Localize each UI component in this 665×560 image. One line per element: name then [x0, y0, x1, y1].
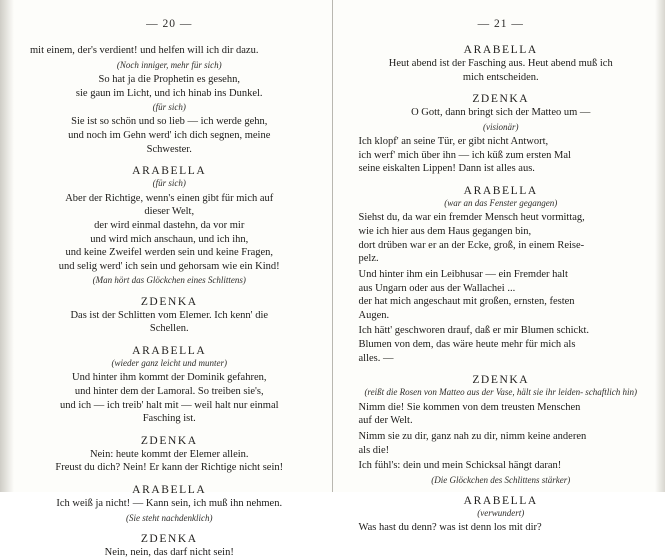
stage-direction: (Sie steht nachdenklich) — [30, 513, 309, 524]
dialogue-line: Nein: heute kommt der Elemer allein. — [30, 448, 309, 462]
dialogue-line: O Gott, dann bringt sich der Matteo um — — [359, 106, 644, 120]
dialogue-speech — [359, 268, 644, 323]
dialogue-line: Ich weiß ja nicht! — Kann sein, ich muß ihn nehmen. — [30, 497, 309, 511]
dialogue-line: Nimm sie zu dir, ganz nah zu dir, nimm keine anderen — [359, 430, 644, 444]
dialogue-line: der hat mich angeschaut mit großen, ernsten, festen — [359, 295, 644, 309]
dialogue-line: Sie ist so schön und so lieb — ich werde gehn, — [30, 115, 309, 129]
dialogue-line: Ich hätt' geschworen drauf, daß er mir Blumen schickt. — [359, 324, 644, 338]
right-page-body — [359, 44, 644, 535]
dialogue-speech — [359, 401, 644, 428]
stage-direction: (Die Glöckchen des Schlittens stärker) — [359, 475, 644, 486]
dialogue-line: Augen. — [359, 309, 644, 323]
dialogue-line: Und hinter ihm ein Leibhusar — ein Fremder halt — [359, 268, 644, 282]
dialogue-line: und wird mich anschaun, und ich ihn, — [30, 233, 309, 247]
dialogue-line: dieser Welt, — [30, 205, 309, 219]
dialogue-speech — [30, 371, 309, 426]
dialogue-line: mit einem, der's verdient! und helfen will ich dir dazu. — [30, 44, 309, 58]
stage-direction: (verwundert) — [359, 508, 644, 519]
character-name: ZDENKA — [30, 435, 309, 447]
dialogue-line: alles. — — [359, 352, 644, 366]
dialogue-speech — [359, 135, 644, 176]
stage-direction: (Noch inniger, mehr für sich) — [30, 60, 309, 71]
character-name: ZDENKA — [30, 533, 309, 545]
page-number-right: — 21 — — [359, 18, 644, 30]
character-name: ARABELLA — [359, 185, 644, 197]
dialogue-speech — [30, 115, 309, 156]
dialogue-line: pelz. — [359, 252, 644, 266]
dialogue-line: Das ist der Schlitten vom Elemer. Ich kenn' die — [30, 309, 309, 323]
dialogue-speech — [30, 448, 309, 475]
dialogue-line: seine eiskalten Lippen! Dann ist alles aus. — [359, 162, 644, 176]
dialogue-line: dort drüben war er an der Ecke, groß, in einem Reise- — [359, 239, 644, 253]
dialogue-line: auf der Welt. — [359, 414, 644, 428]
dialogue-line: Fasching ist. — [30, 412, 309, 426]
dialogue-speech — [30, 73, 309, 100]
dialogue-line: aus Ungarn oder aus der Wallachei ... — [359, 282, 644, 296]
dialogue-speech — [359, 211, 644, 266]
character-name: ARABELLA — [30, 165, 309, 177]
dialogue-line: und ich — ich treib' halt mit — weil halt nur einmal — [30, 399, 309, 413]
dialogue-speech — [30, 44, 309, 58]
dialogue-speech — [359, 106, 644, 120]
dialogue-speech — [30, 497, 309, 511]
dialogue-line: Aber der Richtige, wenn's einen gibt für mich auf — [30, 192, 309, 206]
dialogue-line: als die! — [359, 444, 644, 458]
character-name: ZDENKA — [30, 296, 309, 308]
dialogue-line: Freust du dich? Nein! Er kann der Richtige nicht sein! — [30, 461, 309, 475]
character-name: ARABELLA — [30, 345, 309, 357]
stage-direction: (Man hört das Glöckchen eines Schlittens) — [30, 275, 309, 286]
dialogue-line: Nimm die! Sie kommen von dem treusten Menschen — [359, 401, 644, 415]
dialogue-speech — [359, 521, 644, 535]
dialogue-speech — [359, 459, 644, 473]
dialogue-line: und hinter dem der Lamoral. So treiben sie's, — [30, 385, 309, 399]
dialogue-line: Schellen. — [30, 322, 309, 336]
stage-direction: (für sich) — [30, 102, 309, 113]
dialogue-line: ich werf' mich über ihn — ich küß zum ersten Mal — [359, 149, 644, 163]
dialogue-line: So hat ja die Prophetin es gesehn, — [30, 73, 309, 87]
dialogue-speech — [359, 430, 644, 457]
stage-direction: (war an das Fenster gegangen) — [359, 198, 644, 209]
right-page — [333, 0, 665, 492]
page-number-left: — 20 — — [30, 18, 309, 30]
character-name: ZDENKA — [359, 374, 644, 386]
dialogue-speech — [359, 324, 644, 365]
dialogue-speech — [359, 57, 644, 84]
dialogue-speech — [30, 546, 309, 560]
character-name: ARABELLA — [30, 484, 309, 496]
dialogue-line: Was hast du denn? was ist denn los mit dir? — [359, 521, 644, 535]
dialogue-line: und noch im Gehn werd' ich dich segnen, meine — [30, 129, 309, 143]
stage-direction: (visionär) — [359, 122, 644, 133]
dialogue-line: Siehst du, da war ein fremder Mensch heut vormittag, — [359, 211, 644, 225]
dialogue-line: sie gaun im Licht, und ich hinab ins Dunkel. — [30, 87, 309, 101]
dialogue-line: Nein, nein, das darf nicht sein! — [30, 546, 309, 560]
dialogue-line: Heut abend ist der Fasching aus. Heut abend muß ich — [359, 57, 644, 71]
dialogue-line: Blumen von dem, das wäre heute mehr für mich als — [359, 338, 644, 352]
dialogue-line: und keine Zweifel werden sein und keine Fragen, — [30, 246, 309, 260]
dialogue-line: Ich fühl's: dein und mein Schicksal hängt daran! — [359, 459, 644, 473]
dialogue-line: Schwester. — [30, 143, 309, 157]
character-name: ARABELLA — [359, 495, 644, 507]
dialogue-line: und selig werd' ich sein und gehorsam wie ein Kind! — [30, 260, 309, 274]
dialogue-speech — [30, 192, 309, 274]
character-name: ZDENKA — [359, 93, 644, 105]
left-page — [0, 0, 333, 492]
dialogue-speech — [30, 309, 309, 336]
dialogue-line: wie ich hier aus dem Haus gegangen bin, — [359, 225, 644, 239]
stage-direction: (wieder ganz leicht und munter) — [30, 358, 309, 369]
stage-direction: (für sich) — [30, 178, 309, 189]
stage-direction: (reißt die Rosen von Matteo aus der Vase, hält sie ihr leiden- schaftlich hin) — [359, 387, 644, 398]
dialogue-line: der wird einmal dastehn, da vor mir — [30, 219, 309, 233]
left-page-body — [30, 44, 309, 560]
dialogue-line: mich entscheiden. — [359, 71, 644, 85]
dialogue-line: Ich klopf' an seine Tür, er gibt nicht Antwort, — [359, 135, 644, 149]
dialogue-line: Und hinter ihm kommt der Dominik gefahren, — [30, 371, 309, 385]
character-name: ARABELLA — [359, 44, 644, 56]
